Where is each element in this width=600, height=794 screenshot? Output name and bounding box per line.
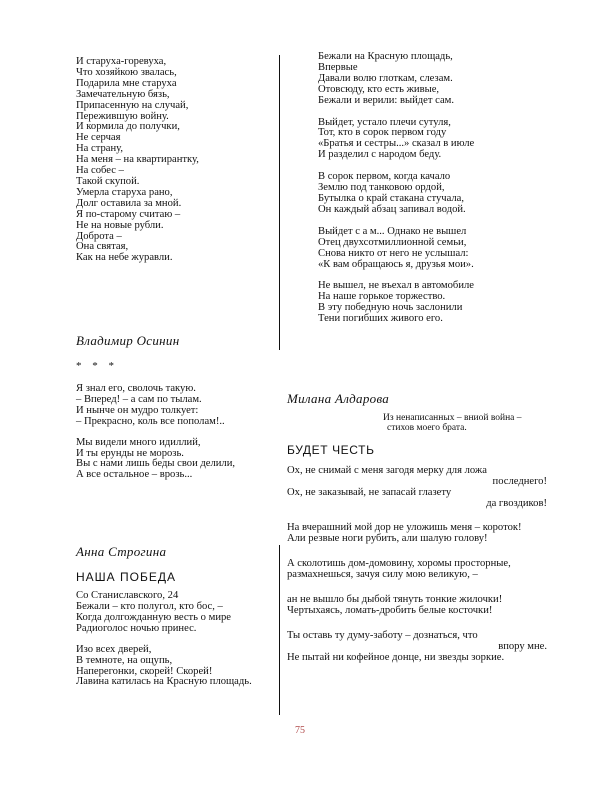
poem-line: Такой скупой. [76,175,140,187]
poem-line: А все остальное – врозь... [76,469,193,481]
poem-stanzas [76,591,266,688]
author-name: Милана Алдарова [287,391,390,407]
stanza [76,438,266,482]
poem-line: «Братья и сестры...» сказал в июле [318,138,475,150]
poem-title: БУДЕТ ЧЕСТЬ [287,442,375,457]
poem-stanzas [76,384,266,481]
column-divider [279,55,280,350]
poem-line: И кормила до получки, [76,121,180,133]
poem-line: И разделил с народом беду. [318,149,442,161]
poem-line: «К вам обращаюсь я, друзья мои». [318,258,474,270]
poem-line: Выйдет, устало плечи сутуля, [318,116,451,128]
poem-line: – Прекрасно, коль все пополам!.. [76,415,225,427]
poem-line: Она святая, [76,241,129,253]
stanza [318,281,547,325]
poem-line: Пережившую войну. [76,110,169,122]
poem-line: Али резвые ноги рубить, али шалую голову! [287,533,488,545]
poem-line: Лавина катилась на Красную площадь. [76,676,252,688]
poem-line: Отовсюду, кто есть живые, [318,83,440,95]
poem-line: На страну, [76,143,124,155]
poem-stanzas [76,57,266,264]
poem-line: Не на новые рубли. [76,219,164,231]
poem-line: Впервые [318,61,358,73]
poem-line: Радиоголос ночью принес. [76,622,197,634]
poem-line: И старуха-горевуха, [76,56,167,67]
poem-line: На меня – на квартирантку, [76,154,199,166]
epigraph-line: Из ненаписанных – вниой война – [383,412,522,423]
poem-line: Наперегонки, скорей! Скорей! [76,665,213,677]
poem-line: Ты оставь ту думу-заботу – дознаться, что [287,629,478,641]
poem-stanzas [318,52,547,325]
poem-line: Ох, не заказывай, не запасай глазету [287,486,452,498]
poem-line: Изо всех дверей, [76,643,152,655]
poem-line: Бежали на Красную площадь, [318,51,453,62]
poem-line: И нынче он мудро толкует: [76,404,199,416]
poem-line: В темноте, на ощупь, [76,654,173,666]
poem-line: Мы видели много идиллий, [76,436,201,448]
left-column [76,57,266,698]
stanza [318,172,547,216]
stanza [287,466,547,510]
poem-line: Отец двухсотмиллионной семьи, [318,236,467,248]
poem-line: Бежали и верили: выйдет сам. [318,94,455,106]
stanza [76,384,266,428]
poem-line: А сколотишь дом-домовину, хоромы просторные, [287,558,511,570]
poem-line: Давали волю глоткам, слезам. [318,72,453,84]
poem-line: Он каждый абзац запивал водой. [318,203,466,215]
poem-line: Доброта – [76,230,122,242]
stanza [318,118,547,162]
stanza [318,52,547,107]
poem-line: Ох, не снимай с меня загодя мерку для ложа [287,464,487,476]
poem-line: Снова никто от него не услышал: [318,247,469,259]
poem-line: Со Станиславского, 24 [76,590,179,602]
stanza [287,595,547,617]
stanza [287,631,547,664]
poem-line: Я по-старому считаю – [76,208,181,220]
epigraph-line: стихов моего брата. [387,422,467,433]
column-divider [279,545,280,715]
stanza [287,523,547,545]
poem-line: Припасенную на случай, [76,99,189,111]
poem-line: Выйдет с а м... Однако не вышел [318,225,467,237]
poem-line: Тот, кто в сорок первом году [318,127,447,139]
epigraph [383,413,547,433]
poem-line: Не серчая [76,132,121,144]
poem-line: Не пытай ни кофейное донце, ни звезды зоркие. [287,651,505,663]
poem-line: да гвоздиков! [486,497,547,509]
poem-line: размахнешься, зачуя силу мою великую, – [287,569,478,581]
poem-line: Когда долгожданную весть о мире [76,611,231,623]
poem-line: Бежали – кто полугол, кто бос, – [76,601,223,612]
poem-line: Умерла старуха рано, [76,186,173,198]
poem-line: Как на небе журавли. [76,252,173,264]
author-name: Анна Строгина [76,544,167,560]
right-column [287,52,547,678]
author-name: Владимир Осинин [76,333,180,349]
poem-line: В сорок первом, когда качало [318,171,451,183]
stanza [76,591,266,635]
poem-line: последнего! [492,475,547,487]
poem-line: Тени погибших живого его. [318,313,443,325]
poem-line: ан не вышло бы дыбой тянуть тонкие жилочки! [287,594,503,606]
stanza [76,57,266,264]
stanza [287,559,547,581]
poem-line: На наше горькое торжество. [318,291,446,303]
poem-line: Чертыхаясь, ломать-дробить белые косточки! [287,605,493,616]
poem-line: И ты ерунды не морозь. [76,447,184,459]
poem-stars-title: * * * [76,360,118,373]
poem-line: Вы с нами лишь беды свои делили, [76,458,236,470]
poem-line: Я знал его, сволочь такую. [76,383,196,395]
poem-line: На вчерашний мой дор не уложишь меня – короток! [287,522,522,534]
poem-line: Долг оставила за мной. [76,197,182,209]
poem-line: Не вышел, не въехал в автомобиле [318,280,474,292]
poem-line: Землю под танковою ордой, [318,182,445,194]
poem-title: НАША ПОБЕДА [76,570,176,585]
poem-line: Подарила мне старуха [76,77,177,89]
poem-line: – Вперед! – а сам по тылам. [76,393,202,405]
poem-line: Бутылка о край стакана стучала, [318,192,465,204]
poem-line: На собес – [76,165,124,177]
page-number: 75 [295,725,305,736]
poem-line: В эту победную ночь заслонили [318,302,463,314]
poem-line: Замечательную бязь, [76,88,170,100]
poem-stanzas [287,466,547,664]
poem-line: впору мне. [498,640,547,652]
poem-line: Что хозяйкою звалась, [76,66,177,78]
stanza [76,645,266,689]
stanza [318,227,547,271]
